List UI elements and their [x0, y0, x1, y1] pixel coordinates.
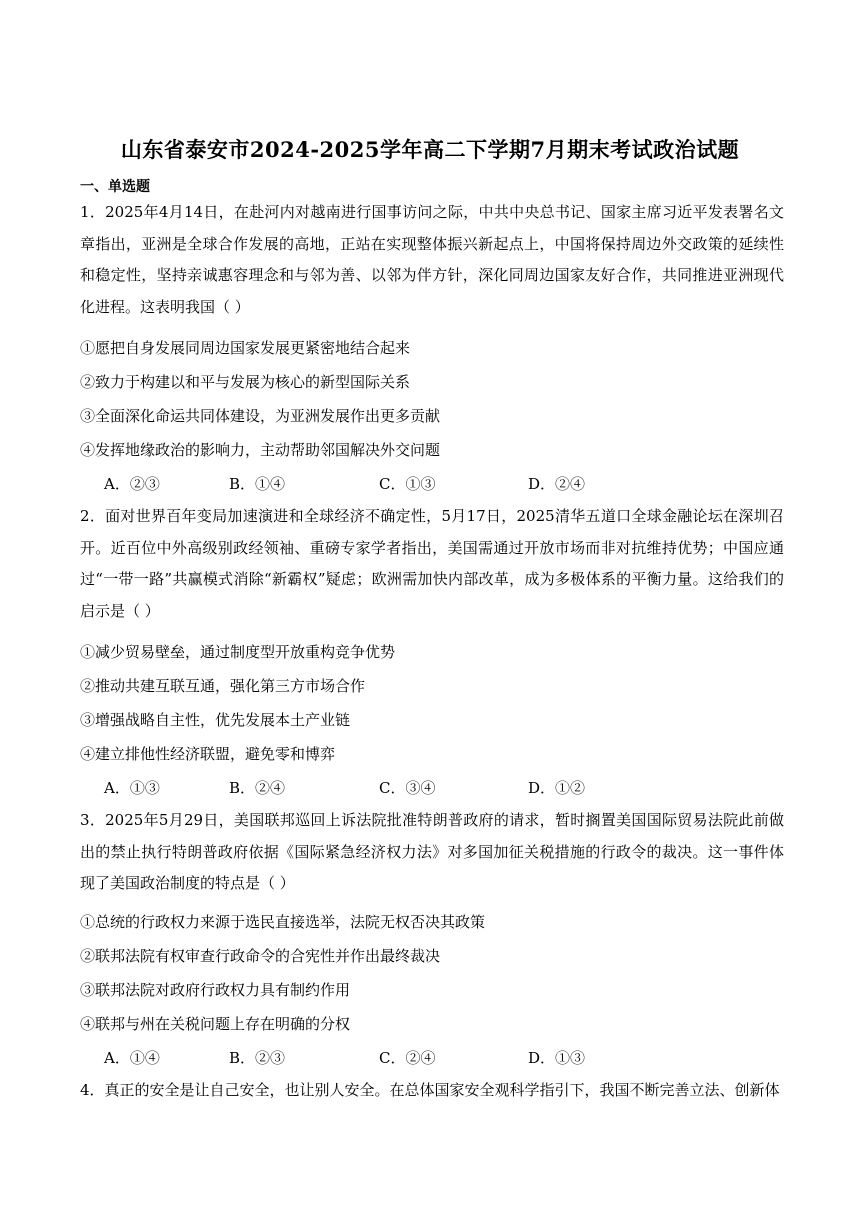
choice-b: B．②③: [229, 1049, 286, 1067]
choice-a: A．②③: [104, 475, 160, 493]
choice-c: C．②④: [379, 1049, 436, 1067]
choice-b: B．②④: [229, 779, 286, 797]
question-2-option-4: ④建立排他性经济联盟，避免零和博弈: [80, 745, 336, 763]
question-1-option-3: ③全面深化命运共同体建设，为亚洲发展作出更多贡献: [80, 407, 441, 425]
question-2-option-1: ①减少贸易壁垒，通过制度型开放重构竞争优势: [80, 643, 396, 661]
question-3-option-4: ④联邦与州在关税问题上存在明确的分权: [80, 1015, 351, 1033]
question-2-option-3: ③增强战略自主性，优先发展本土产业链: [80, 711, 351, 729]
question-3-option-3: ③联邦法院对政府行政权力具有制约作用: [80, 981, 351, 999]
choice-d: D．①③: [528, 1049, 586, 1067]
choice-d: D．①②: [528, 779, 586, 797]
page-title: 山东省泰安市2024-2025学年高二下学期7月期末考试政治试题: [120, 137, 740, 162]
choice-d: D．②④: [528, 475, 586, 493]
question-1-option-1: ①愿把自身发展同周边国家发展更紧密地结合起来: [80, 339, 411, 357]
question-3-option-2: ②联邦法院有权审查行政命令的合宪性并作出最终裁决: [80, 947, 441, 965]
choice-c: C．①③: [379, 475, 436, 493]
question-1-option-2: ②致力于构建以和平与发展为核心的新型国际关系: [80, 373, 411, 391]
choice-a: A．①④: [104, 1049, 160, 1067]
question-2-option-2: ②推动共建互联互通，强化第三方市场合作: [80, 677, 366, 695]
question-2-stem: 2．面对世界百年变局加速演进和全球经济不确定性，5月17日，2025清华五道口全球金融论坛在深圳召开。近百位中外高级别政经领袖、重磅专家学者指出，美国需通过开放市场而非对抗维持优势；中国应通过“一带一路”共赢模式消除“新霸权”疑虑；欧洲需加快内部改革，成为多极体系的平衡力量。这给我们的启示是（ ）: [80, 507, 784, 620]
question-3-option-1: ①总统的行政权力来源于选民直接选举，法院无权否决其政策: [80, 913, 486, 931]
question-4-stem: 4．真正的安全是让自己安全，也让别人安全。在总体国家安全观科学指引下，我国不断完善立法、创新体: [80, 1081, 780, 1099]
choice-c: C．③④: [379, 779, 436, 797]
choice-b: B．①④: [229, 475, 286, 493]
question-3-stem: 3．2025年5月29日，美国联邦巡回上诉法院批准特朗普政府的请求，暂时搁置美国国际贸易法院此前做出的禁止执行特朗普政府依据《国际紧急经济权力法》对多国加征关税措施的行政令的裁决。这一事件体现了美国政治制度的特点是（ ）: [80, 811, 784, 893]
question-1-stem: 1．2025年4月14日，在赴河内对越南进行国事访问之际，中共中央总书记、国家主席习近平发表署名文章指出，亚洲是全球合作发展的高地，正站在实现整体振兴新起点上，中国将保持周边外交政策的延续性和稳定性，坚持亲诚惠容理念和与邻为善、以邻为伴方针，深化同周边国家友好合作，共同推进亚洲现代化进程。这表明我国（ ）: [80, 203, 784, 316]
section-heading: 一、单选题: [80, 179, 150, 195]
question-1-option-4: ④发挥地缘政治的影响力，主动帮助邻国解决外交问题: [80, 441, 441, 459]
choice-a: A．①③: [104, 779, 160, 797]
